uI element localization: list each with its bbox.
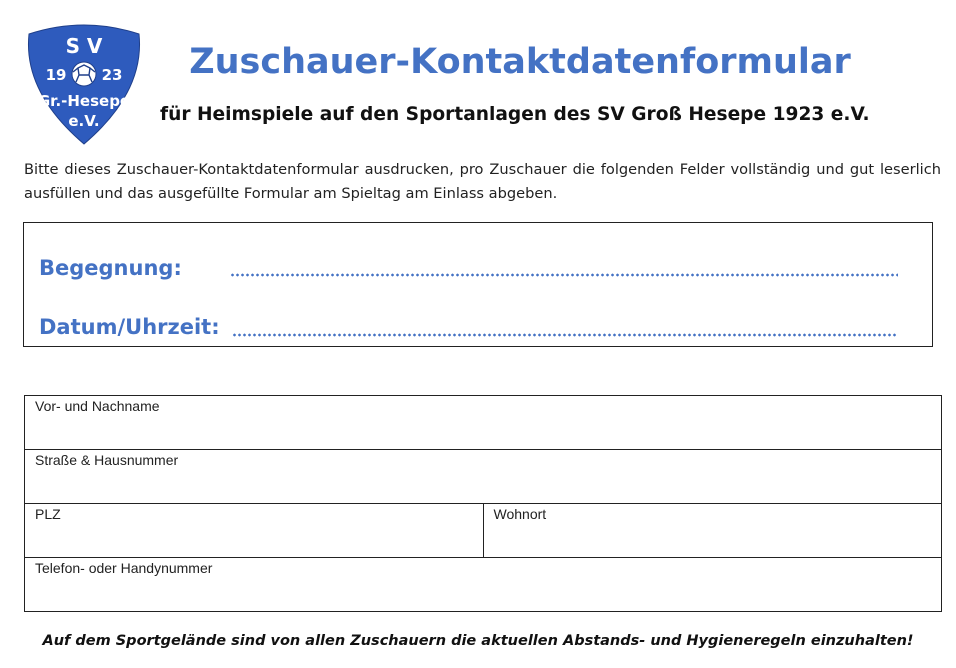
page-title: Zuschauer-Kontaktdatenformular [189,42,851,82]
begegnung-row [39,256,182,280]
logo-ev-text: e.V. [68,112,100,130]
datum-dotted-line[interactable] [232,333,898,337]
city-field[interactable] [483,504,942,558]
contact-table [24,395,942,612]
logo-year-right: 23 [101,66,123,84]
name-label: Vor- und Nachname [35,398,160,414]
city-label: Wohnort [493,506,547,522]
name-field[interactable] [25,396,942,450]
begegnung-dotted-line[interactable] [230,273,898,277]
table-row [25,450,942,504]
plz-field[interactable] [25,504,484,558]
footer-notice: Auf dem Sportgelände sind von allen Zuschauern die aktuellen Abstands- und Hygieneregeln einzuhalten! [42,633,914,649]
club-logo [23,22,145,146]
match-info-box [23,222,933,347]
street-label: Straße & Hausnummer [35,452,179,468]
logo-year-left: 19 [45,66,67,84]
table-row [25,396,942,450]
logo-sv-text: S V [65,34,103,58]
datum-row [39,315,220,339]
page-subtitle: für Heimspiele auf den Sportanlagen des SV Groß Hesepe 1923 e.V. [160,104,870,125]
plz-label: PLZ [35,506,61,522]
logo-place-text: Gr.-Hesepe [37,92,131,110]
begegnung-label: Begegnung: [39,256,182,280]
phone-label: Telefon- oder Handynummer [35,560,213,576]
intro-text: Bitte dieses Zuschauer-Kontaktdatenformular ausdrucken, pro Zuschauer die folgenden Felder vollständig und gut leserlich ausfüllen und das ausgefüllte Formular am Spieltag am Einlass abgeben. [24,161,941,202]
datum-label: Datum/Uhrzeit: [39,315,220,339]
street-field[interactable] [25,450,942,504]
phone-field[interactable] [25,558,942,612]
table-row [25,504,942,558]
table-row [25,558,942,612]
